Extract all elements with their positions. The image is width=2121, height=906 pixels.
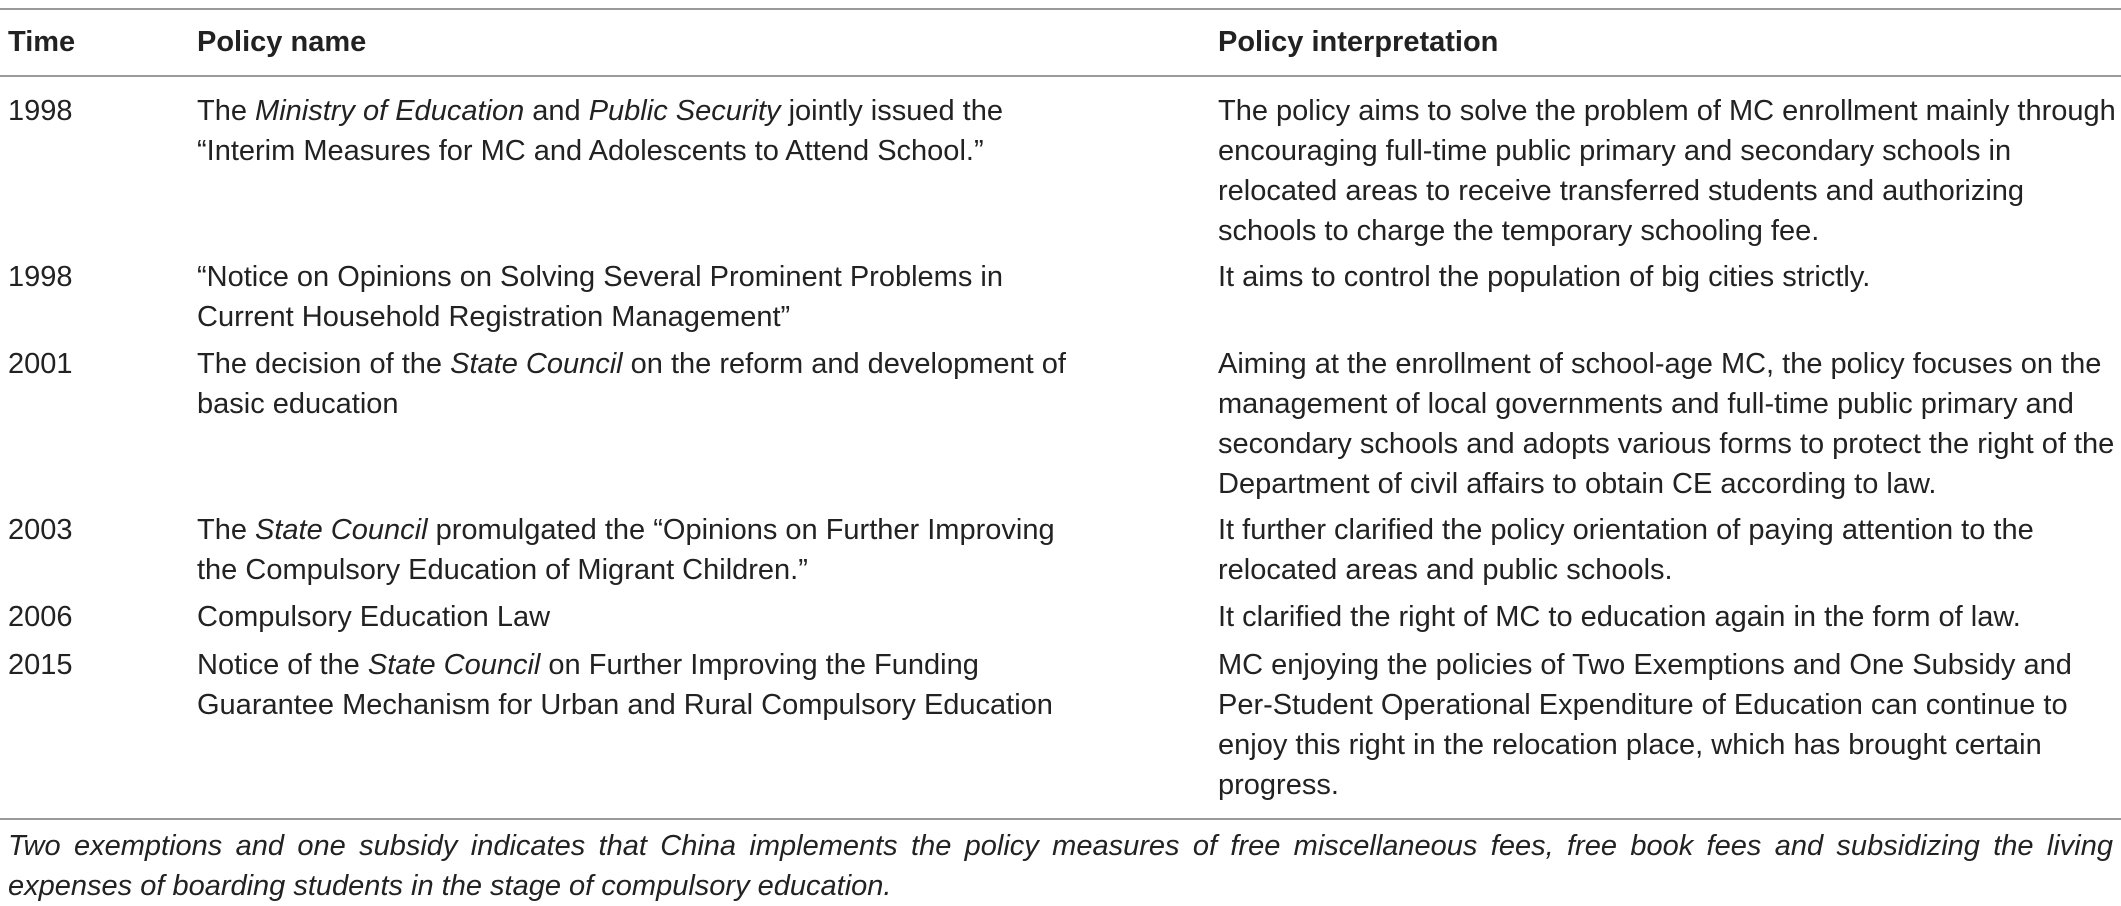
row-time: 1998 [8,95,73,127]
row-policy-interpretation: MC enjoying the policies of Two Exemptions and One Subsidy and Per-Student Operational Expenditure of Education can continue to enjoy this right in the relocation place, which has brought certain progress. [1218,649,2072,801]
row-policy-name: Notice of the State Council on Further Improving the Funding Guarantee Mechanism for Urban and Rural Compulsory Education [197,649,1053,721]
table-header-rule [0,75,2121,77]
table-top-rule [0,8,2121,10]
row-policy-interpretation: Aiming at the enrollment of school-age MC, the policy focuses on the management of local governments and full-time public primary and secondary schools and adopts various forms to protect the right of the Department of civil affairs to obtain CE according to law. [1218,348,2115,500]
table-header-row [0,22,2121,62]
row-time: 2015 [8,649,73,681]
row-policy-name: The Ministry of Education and Public Security jointly issued the “Interim Measures for MC and Adolescents to Attend School.” [197,95,1003,167]
header-policy-name: Policy name [197,26,367,58]
row-policy-interpretation: It further clarified the policy orientation of paying attention to the relocated areas and public schools. [1218,514,2034,586]
row-policy-interpretation: It aims to control the population of big cities strictly. [1218,261,1871,293]
row-policy-interpretation: It clarified the right of MC to education again in the form of law. [1218,601,2021,633]
row-policy-name: The decision of the State Council on the reform and development of basic education [197,348,1066,420]
row-time: 2001 [8,348,73,380]
row-time: 2003 [8,514,73,546]
row-policy-name: The State Council promulgated the “Opinions on Further Improving the Compulsory Education of Migrant Children.” [197,514,1055,586]
header-time: Time [8,26,76,58]
table-bottom-rule [0,818,2121,820]
row-policy-name: Compulsory Education Law [197,601,551,633]
row-time: 1998 [8,261,73,293]
row-policy-name: “Notice on Opinions on Solving Several Prominent Problems in Current Household Registration Management” [197,261,1003,333]
header-policy-interpretation: Policy interpretation [1218,26,1499,58]
row-policy-interpretation: The policy aims to solve the problem of MC enrollment mainly through encouraging full-time public primary and secondary schools in relocated areas to receive transferred students and authorizing schools to charge the temporary schooling fee. [1218,95,2116,247]
table-footnote: Two exemptions and one subsidy indicates that China implements the policy measures of free miscellaneous fees, free book fees and subsidizing the living expenses of boarding students in the stage of compulsory education. [8,830,2113,902]
row-time: 2006 [8,601,73,633]
